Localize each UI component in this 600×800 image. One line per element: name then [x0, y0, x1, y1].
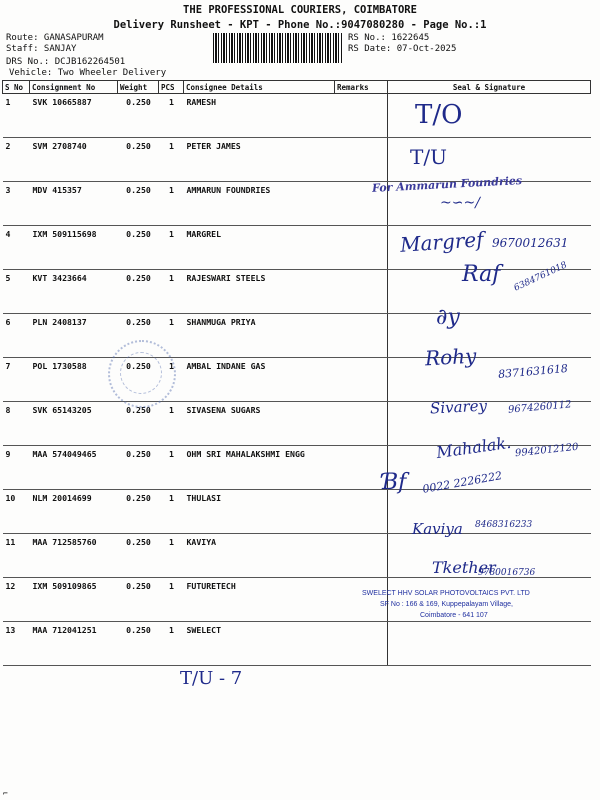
company-seal-row13: [362, 588, 552, 621]
phone-row12: 9780016736: [478, 568, 536, 578]
cell-consignee: KAVIYA: [184, 534, 335, 578]
table-header: [3, 81, 591, 94]
cell-weight: 0.250: [118, 446, 159, 490]
signature-row5: Raf: [462, 262, 501, 287]
signature-row11: Kaviya: [412, 520, 463, 538]
cell-sno: 12: [3, 578, 30, 622]
cell-consignee: AMMARUN FOUNDRIES: [184, 182, 335, 226]
cell-weight: 0.250: [118, 534, 159, 578]
signature-row10: Ɓf: [382, 470, 407, 495]
signature-row1: T/O: [415, 100, 463, 130]
cell-remarks: [335, 138, 388, 182]
col-signature: Seal & Signature: [388, 81, 591, 94]
cell-remarks: [335, 226, 388, 270]
signature-row6: ∂y: [436, 305, 460, 330]
col-sno: S No: [3, 81, 30, 94]
cell-signature: [388, 314, 591, 358]
cell-weight: 0.250: [118, 94, 159, 138]
cell-sno: 5: [3, 270, 30, 314]
cell-remarks: [335, 94, 388, 138]
cell-consignment: IXM 509109865: [30, 578, 118, 622]
table-row: [3, 314, 591, 358]
col-consignment: Consignment No: [30, 81, 118, 94]
cell-consignment: IXM 509115698: [30, 226, 118, 270]
cell-pcs: 1: [159, 402, 184, 446]
round-seal-stamp: [108, 340, 176, 408]
phone-row11: 8468316233: [475, 520, 533, 530]
cell-consignee: FUTURETECH: [184, 578, 335, 622]
cell-consignee: OHM SRI MAHALAKSHMI ENGG: [184, 446, 335, 490]
cell-sno: 2: [3, 138, 30, 182]
cell-pcs: 1: [159, 182, 184, 226]
route: Route: GANASAPURAM: [6, 33, 104, 43]
seal-line2: SF No : 166 & 169, Kuppepalayam Village,: [380, 601, 513, 608]
company-name: THE PROFESSIONAL COURIERS, COIMBATORE: [183, 4, 417, 16]
drs-number: DRS No.: DCJB162264501: [6, 57, 126, 67]
phone-row9: 9942012120: [514, 441, 580, 460]
cell-consignee: RAMESH: [184, 94, 335, 138]
phone-row5: 6384761018: [512, 260, 569, 294]
cell-consignee: SHANMUGA PRIYA: [184, 314, 335, 358]
cell-consignee: RAJESWARI STEELS: [184, 270, 335, 314]
cell-sno: 13: [3, 622, 30, 666]
cell-pcs: 1: [159, 622, 184, 666]
cell-weight: 0.250: [118, 578, 159, 622]
seal-line3: Coimbatore - 641 107: [420, 612, 488, 619]
cell-consignee: SWELECT: [184, 622, 335, 666]
cell-sno: 4: [3, 226, 30, 270]
signature-row9: Mahalak.: [435, 432, 513, 463]
handwritten-footer-note: T/U - 7: [180, 668, 243, 689]
runsheet-subtitle: Delivery Runsheet - KPT - Phone No.:9047080280 - Page No.:1: [113, 19, 487, 31]
signature-row7: Rohy: [424, 343, 477, 371]
cell-consignment: SVM 2708740: [30, 138, 118, 182]
cell-pcs: 1: [159, 578, 184, 622]
route-info: [6, 33, 166, 79]
cell-sno: 11: [3, 534, 30, 578]
cell-weight: 0.250: [118, 402, 159, 446]
table-row: [3, 270, 591, 314]
cell-weight: 0.250: [118, 314, 159, 358]
rs-info: [348, 33, 456, 55]
table-row: [3, 622, 591, 666]
cell-sno: 9: [3, 446, 30, 490]
cell-remarks: [335, 314, 388, 358]
cell-consignment: MAA 574049465: [30, 446, 118, 490]
cell-consignment: SVK 65143205: [30, 402, 118, 446]
cell-weight: 0.250: [118, 490, 159, 534]
cell-consignment: MAA 712585760: [30, 534, 118, 578]
cell-pcs: 1: [159, 358, 184, 402]
cell-weight: 0.250: [118, 358, 159, 402]
cell-pcs: 1: [159, 94, 184, 138]
cell-consignee: SIVASENA SUGARS: [184, 402, 335, 446]
cell-sno: 3: [3, 182, 30, 226]
cell-weight: 0.250: [118, 138, 159, 182]
cell-pcs: 1: [159, 226, 184, 270]
col-consignee: Consignee Details: [184, 81, 335, 94]
signature-row8: Sivarey: [429, 396, 488, 418]
cell-weight: 0.250: [118, 270, 159, 314]
barcode: [213, 33, 343, 63]
cell-remarks: [335, 402, 388, 446]
cell-remarks: [335, 270, 388, 314]
signature-row4: Margref: [399, 227, 485, 257]
cell-weight: 0.250: [118, 226, 159, 270]
cell-pcs: 1: [159, 138, 184, 182]
cell-remarks: [335, 490, 388, 534]
cell-pcs: 1: [159, 270, 184, 314]
cell-remarks: [335, 622, 388, 666]
cell-sno: 8: [3, 402, 30, 446]
cell-remarks: [335, 446, 388, 490]
col-weight: Weight: [118, 81, 159, 94]
cell-consignee: PETER JAMES: [184, 138, 335, 182]
cell-sno: 7: [3, 358, 30, 402]
cell-remarks: [335, 358, 388, 402]
cell-consignee: MARGREL: [184, 226, 335, 270]
cell-sno: 1: [3, 94, 30, 138]
phone-row7: 8371631618: [497, 361, 569, 382]
cell-consignment: MAA 712041251: [30, 622, 118, 666]
phone-row8: 9674260112: [507, 399, 572, 416]
signature-row2: T/U: [410, 145, 447, 169]
cell-weight: 0.250: [118, 622, 159, 666]
staff: Staff: SANJAY: [6, 44, 77, 54]
vehicle: Vehicle: Two Wheeler Delivery: [9, 68, 167, 78]
cell-pcs: 1: [159, 490, 184, 534]
cell-consignment: SVK 10665887: [30, 94, 118, 138]
col-remarks: Remarks: [335, 81, 388, 94]
table-row: [3, 94, 591, 138]
cell-weight: 0.250: [118, 182, 159, 226]
cell-consignment: NLM 20014699: [30, 490, 118, 534]
cell-consignment: MDV 415357: [30, 182, 118, 226]
cell-consignment: POL 1730588: [30, 358, 118, 402]
signature-row3: ~∽~∕: [440, 195, 480, 211]
cell-sno: 10: [3, 490, 30, 534]
cell-signature: [388, 622, 591, 666]
corner-mark: ⌐: [3, 789, 8, 798]
cell-pcs: 1: [159, 446, 184, 490]
cell-consignment: PLN 2408137: [30, 314, 118, 358]
cell-consignee: THULASI: [184, 490, 335, 534]
phone-row10: 0022 2226222: [421, 469, 504, 496]
signature-row12: Tkether: [432, 558, 496, 577]
cell-remarks: [335, 534, 388, 578]
sheet-title: [0, 3, 600, 33]
rs-date: RS Date: 07-Oct-2025: [348, 44, 457, 54]
seal-line1: SWELECT HHV SOLAR PHOTOVOLTAICS PVT. LTD: [362, 590, 530, 597]
cell-pcs: 1: [159, 534, 184, 578]
cell-pcs: 1: [159, 314, 184, 358]
col-pcs: PCS: [159, 81, 184, 94]
cell-consignee: AMBAL INDANE GAS: [184, 358, 335, 402]
phone-row4: 9670012631: [492, 236, 569, 250]
rs-number: RS No.: 1622645: [348, 33, 430, 43]
cell-consignment: KVT 3423664: [30, 270, 118, 314]
seal-row3: For Ammarun Foundries: [371, 174, 523, 195]
cell-sno: 6: [3, 314, 30, 358]
